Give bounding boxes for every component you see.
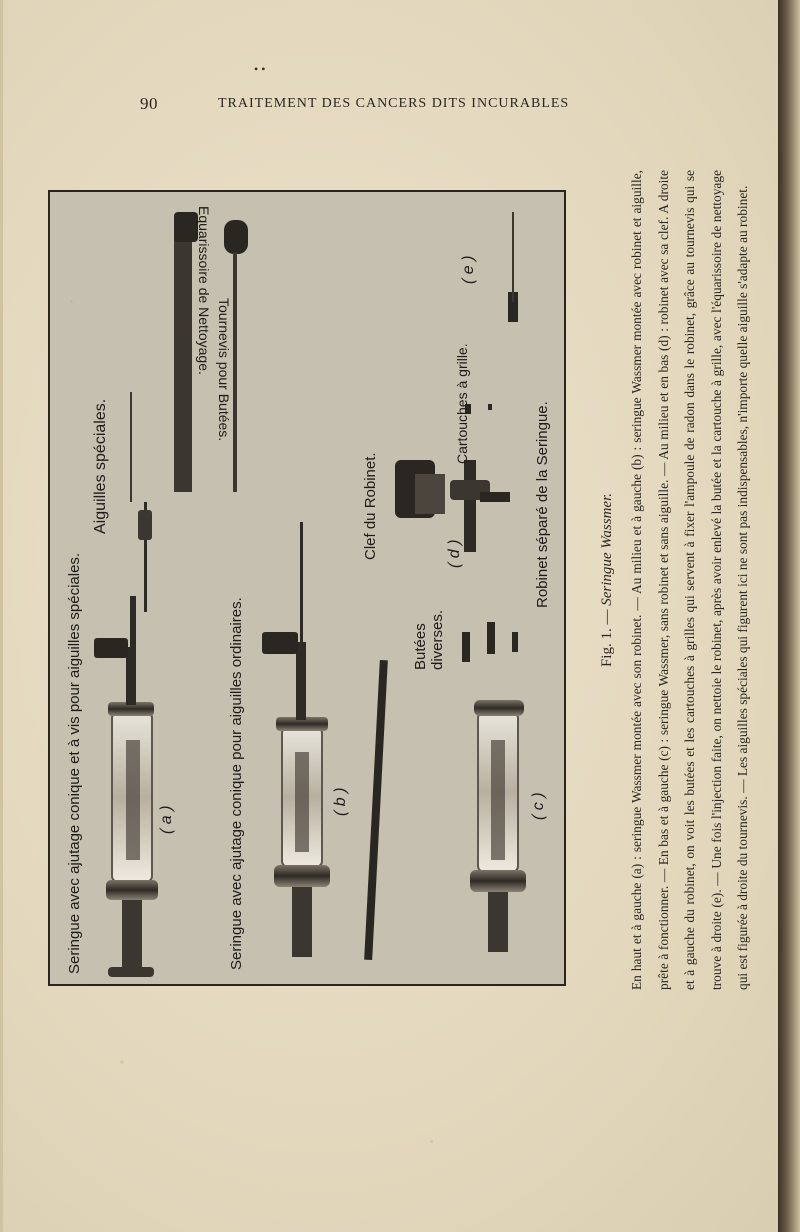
running-header (140, 92, 620, 116)
label-key: Clef du Robinet. (362, 452, 379, 560)
label-stops: Butées diverses. (412, 609, 446, 670)
paper-speck (430, 1140, 433, 1143)
running-title: TRAITEMENT DES CANCERS DITS INCURABLES (218, 96, 570, 111)
label-cartridges: Cartouches à grille. (454, 343, 470, 464)
label-robinet: Robinet séparé de la Seringue. (534, 401, 551, 608)
label-cleaner: Equarissoire de Nettoyage. (196, 206, 212, 375)
label-letter-d: ( d ) (446, 539, 463, 568)
caption-fig-title: Seringue Wassmer. (599, 492, 615, 606)
label-letter-c: ( c ) (530, 792, 547, 820)
caption-title (594, 170, 621, 990)
label-needles: Aiguilles spéciales. (92, 398, 109, 534)
label-screwdriver: Tournevis pour Butées. (216, 298, 232, 442)
caption-body (624, 170, 757, 990)
syringe-illustration (50, 192, 564, 984)
label-syringe-b: Seringue avec ajutage conique pour aiguilles ordinaires. (228, 597, 245, 970)
label-syringe-a: Seringue avec ajutage conique et à vis pour aiguilles spéciales. (66, 552, 83, 974)
caption-text: En haut et à gauche (a) : seringue Wassmer montée avec son robinet. — Au milieu et à gauche (b) : seringue Wassmer montée avec robinet et aiguille, prête à fonctionner. — En bas et à gauche (c) : seringue Wassmer, sans robinet et sans aiguille. — Au milieu et en bas (d) : robinet avec sa clef. A droite et à gauche du robinet, on voit les butées et les cartouches à grilles qui servent à fixer l'ampoule de radon dans le robinet, grâce au tournevis qui se trouve à droite (e). — Une fois l'injection faite, on nettoie le robinet, après avoir enlevé la butée et la cartouche à grille, avec l'équarissoire de nettoyage qui est figurée à droite du tournevis. — Les aiguilles spéciales qui figurent ici ne sont pas indispensables, n'importe quelle aiguille s'adapte au robinet. (629, 170, 750, 990)
caption-fig-prefix: Fig. 1. — (599, 605, 615, 668)
figure-caption (594, 170, 780, 990)
figure-plate (48, 190, 566, 986)
label-letter-a: ( a ) (158, 805, 175, 834)
page-number: 90 (140, 94, 158, 113)
book-spine (778, 0, 800, 1232)
page-edge (0, 0, 3, 1232)
label-letter-e: ( e ) (460, 255, 477, 284)
label-letter-b: ( b ) (332, 787, 349, 816)
paper-speck (120, 1060, 124, 1064)
paper-speck (70, 300, 73, 303)
ornament: • • (254, 62, 266, 76)
